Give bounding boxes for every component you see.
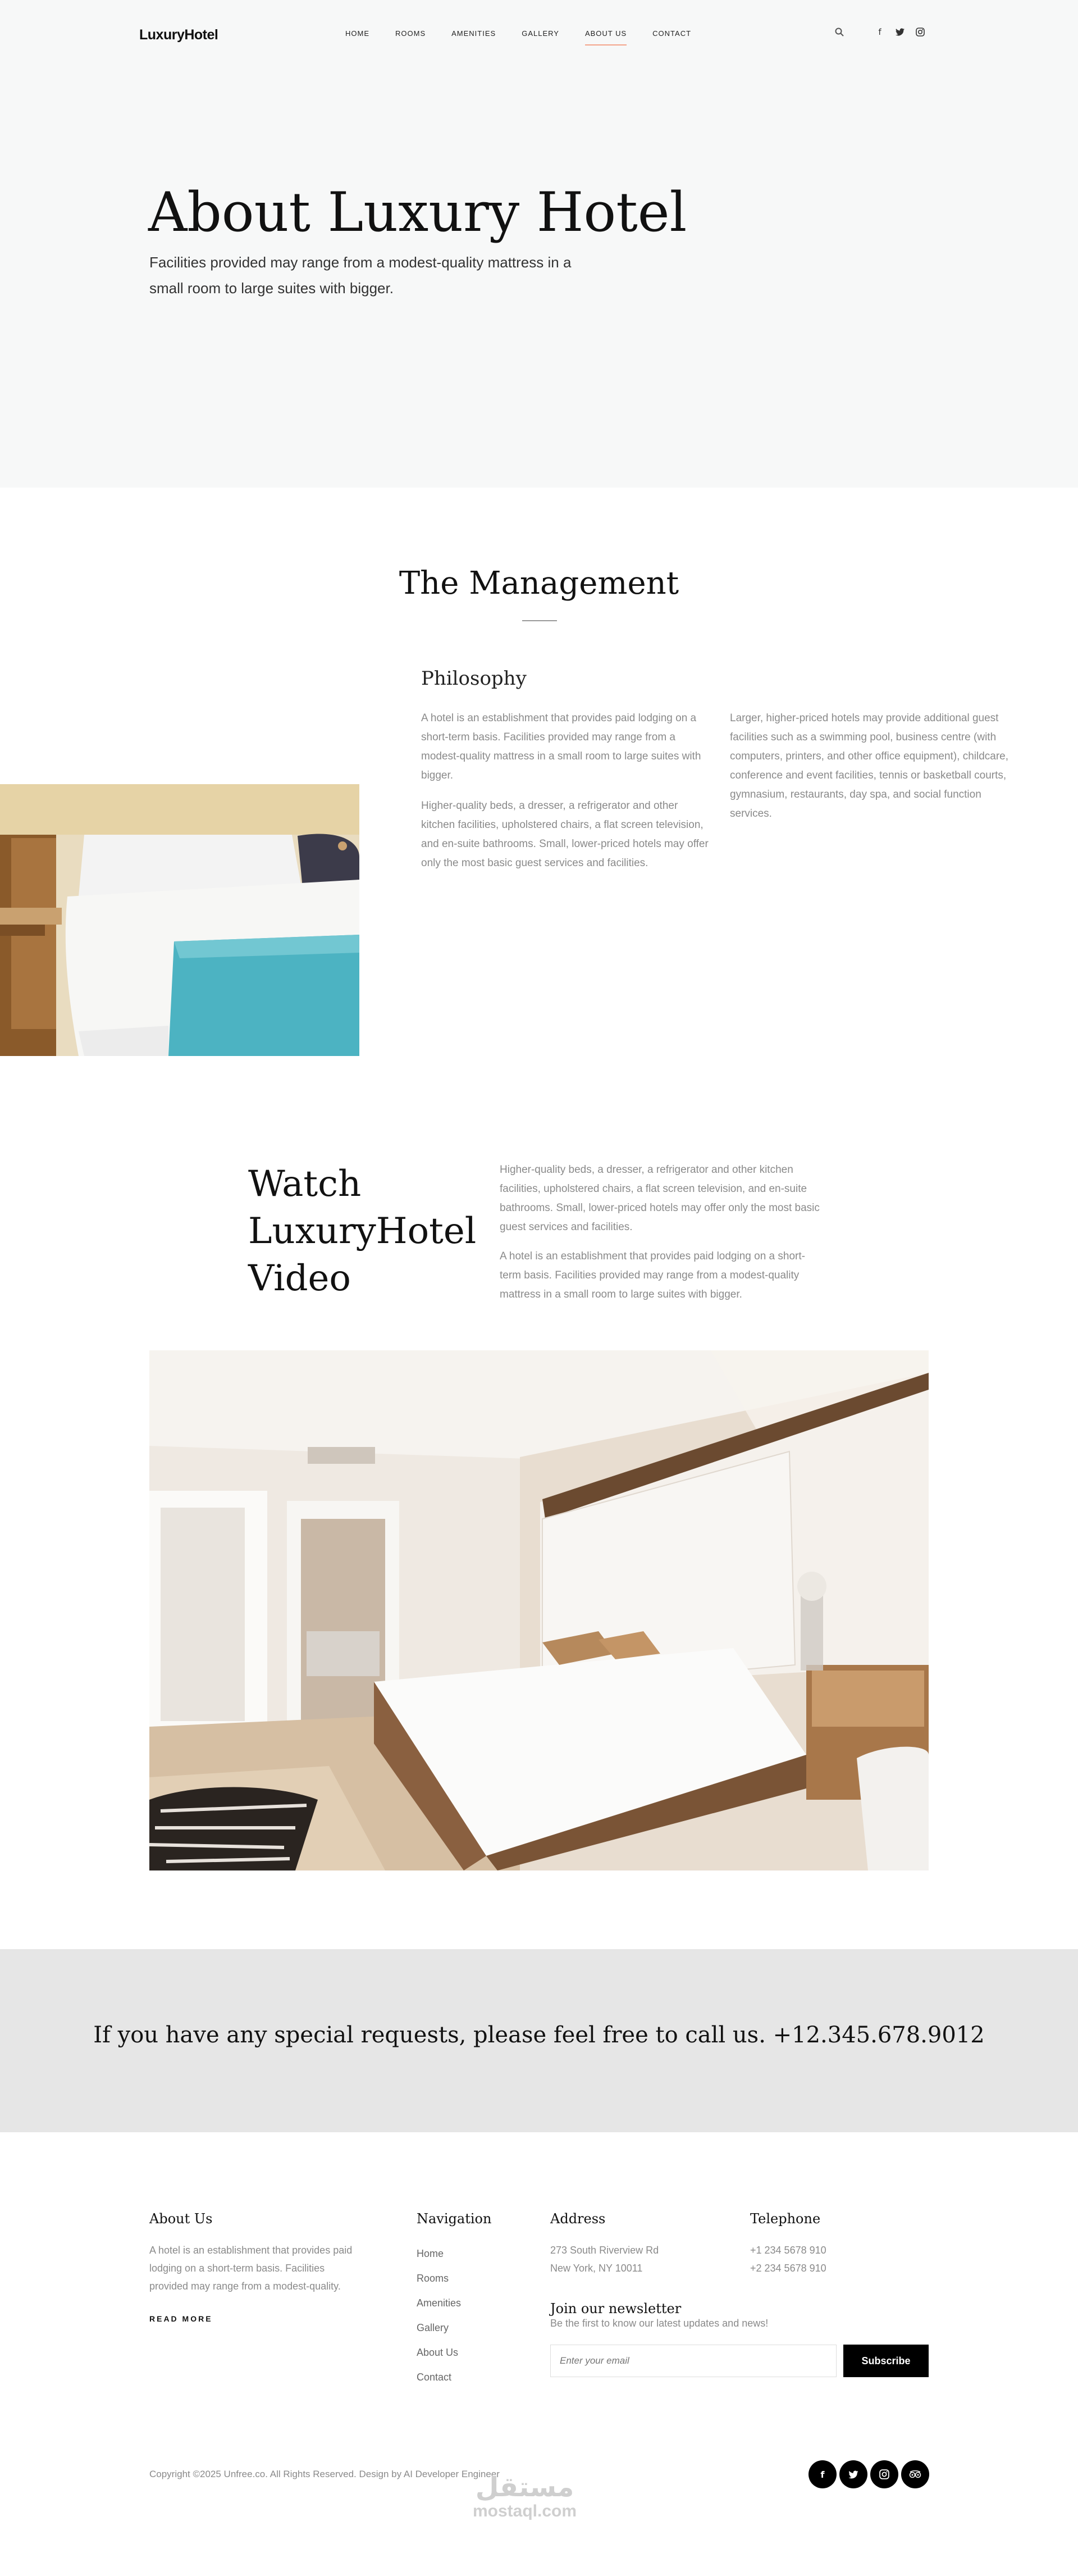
twitter-icon[interactable] [894, 26, 906, 38]
video-paragraph-1: Higher-quality beds, a dresser, a refrigerator and other kitchen facilities, upholstered chairs, a flat screen television, and en-suite bathrooms. Small, lower-priced hotels may offer only the most basic guest services and facilities. [500, 1164, 820, 1233]
page-title: About Luxury Hotel [148, 181, 687, 244]
watermark-latin: mostaql.com [473, 2502, 577, 2520]
footer-navigation-title: Navigation [417, 2211, 492, 2227]
facebook-icon[interactable]: f [878, 27, 881, 37]
video-paragraph-2: A hotel is an establishment that provides paid lodging on a short-term basis. Facilities provided may range from a modest-quality mattress in a small room to large suites with bigger. [500, 1250, 805, 1300]
call-to-action-text [0, 2022, 1078, 2048]
management-paragraph-2: Higher-quality beds, a dresser, a refrigerator and other kitchen facilities, upholstered chairs, a flat screen television, and en-suite bathrooms. Small, lower-priced hotels may offer only the most basic guest services and facilities. [421, 800, 709, 869]
video-title-line-1: Watch [248, 1163, 362, 1205]
address-line-2: New York, NY 10011 [550, 2263, 643, 2274]
bed-photo [0, 784, 359, 1056]
footer-address-title: Address [550, 2211, 606, 2227]
watermark [473, 2472, 577, 2520]
telephone-2[interactable]: +2 234 5678 910 [750, 2263, 826, 2274]
nav-contact[interactable]: CONTACT [652, 29, 692, 38]
address-line-1: 273 South Riverview Rd [550, 2245, 659, 2256]
footer-nav-home[interactable]: Home [417, 2248, 444, 2259]
footer-nav-gallery[interactable]: Gallery [417, 2322, 449, 2333]
footer-telephone [750, 2241, 826, 2277]
nav-home[interactable]: HOME [345, 29, 369, 38]
cta-message: If you have any special requests, please feel free to call us. [93, 2022, 766, 2048]
hero-subtitle: Facilities provided may range from a modest-quality mattress in a small room to large suites with bigger. [149, 254, 572, 297]
watermark-arabic: مستقل [475, 2472, 574, 2503]
video-description [500, 1160, 820, 1304]
main-nav [345, 29, 717, 45]
header-social-links [874, 26, 926, 38]
cta-phone-link[interactable] [773, 2022, 985, 2048]
footer-nav-rooms[interactable]: Rooms [417, 2273, 449, 2284]
title-divider [522, 620, 557, 621]
newsletter-subtitle: Be the first to know our latest updates and news! [550, 2318, 769, 2329]
management-paragraph-3: Larger, higher-priced hotels may provide additional guest facilities such as a swimming pool, business centre (with computers, printers, and other office equipment), childcare, conference and event facilities, tennis or basketball courts, gymnasium, restaurants, day spa, and social function services. [730, 712, 1009, 820]
management-column-1 [421, 709, 712, 873]
footer-about-text: A hotel is an establishment that provides paid lodging on a short-term basis. Facilities provided may range from a modest-quality. [149, 2245, 353, 2292]
nav-about-us[interactable]: ABOUT US [585, 29, 627, 45]
management-column-2 [730, 709, 1016, 823]
read-more-link[interactable]: READ MORE [149, 2314, 213, 2323]
instagram-icon[interactable] [914, 26, 926, 38]
search-icon[interactable] [834, 27, 844, 37]
footer-telephone-title: Telephone [750, 2211, 821, 2227]
philosophy-heading: Philosophy [421, 667, 527, 690]
footer-social-links [808, 2460, 929, 2488]
footer-nav-amenities[interactable]: Amenities [417, 2297, 462, 2309]
cta-phone-number: +12.345.678.9012 [773, 2022, 985, 2048]
nav-rooms[interactable]: ROOMS [395, 29, 426, 38]
instagram-icon[interactable] [870, 2460, 898, 2488]
hero-section [0, 0, 1078, 488]
newsletter-title: Join our newsletter [550, 2301, 682, 2316]
nav-gallery[interactable]: GALLERY [522, 29, 559, 38]
hotel-room-video-thumbnail[interactable] [149, 1350, 929, 1870]
management-title: The Management [399, 565, 679, 602]
copyright-text: Copyright ©2025 Unfree.co. All Rights Reserved. Design by AI Developer Engineer [149, 2469, 500, 2479]
logo[interactable]: LuxuryHotel [139, 27, 218, 43]
twitter-icon[interactable] [839, 2460, 867, 2488]
management-paragraph-1: A hotel is an establishment that provides paid lodging on a short-term basis. Facilities provided may range from a modest-quality mattress in a small room to large suites with bigger. [421, 712, 701, 781]
footer-nav-contact[interactable]: Contact [417, 2372, 452, 2383]
video-title-line-3: Video [248, 1258, 351, 1299]
subscribe-button[interactable]: Subscribe [843, 2345, 929, 2377]
telephone-1[interactable]: +1 234 5678 910 [750, 2245, 826, 2256]
tripadvisor-icon[interactable] [901, 2460, 929, 2488]
footer-nav-about-us[interactable]: About Us [417, 2347, 459, 2358]
footer-about-title: About Us [149, 2211, 213, 2227]
video-title-line-2: LuxuryHotel [248, 1210, 477, 1252]
newsletter-email-input[interactable] [550, 2345, 837, 2377]
footer-nav [417, 2241, 461, 2390]
nav-amenities[interactable]: AMENITIES [451, 29, 496, 38]
video-title [248, 1160, 476, 1302]
facebook-icon[interactable]: f [808, 2460, 837, 2488]
footer-address [550, 2241, 719, 2277]
